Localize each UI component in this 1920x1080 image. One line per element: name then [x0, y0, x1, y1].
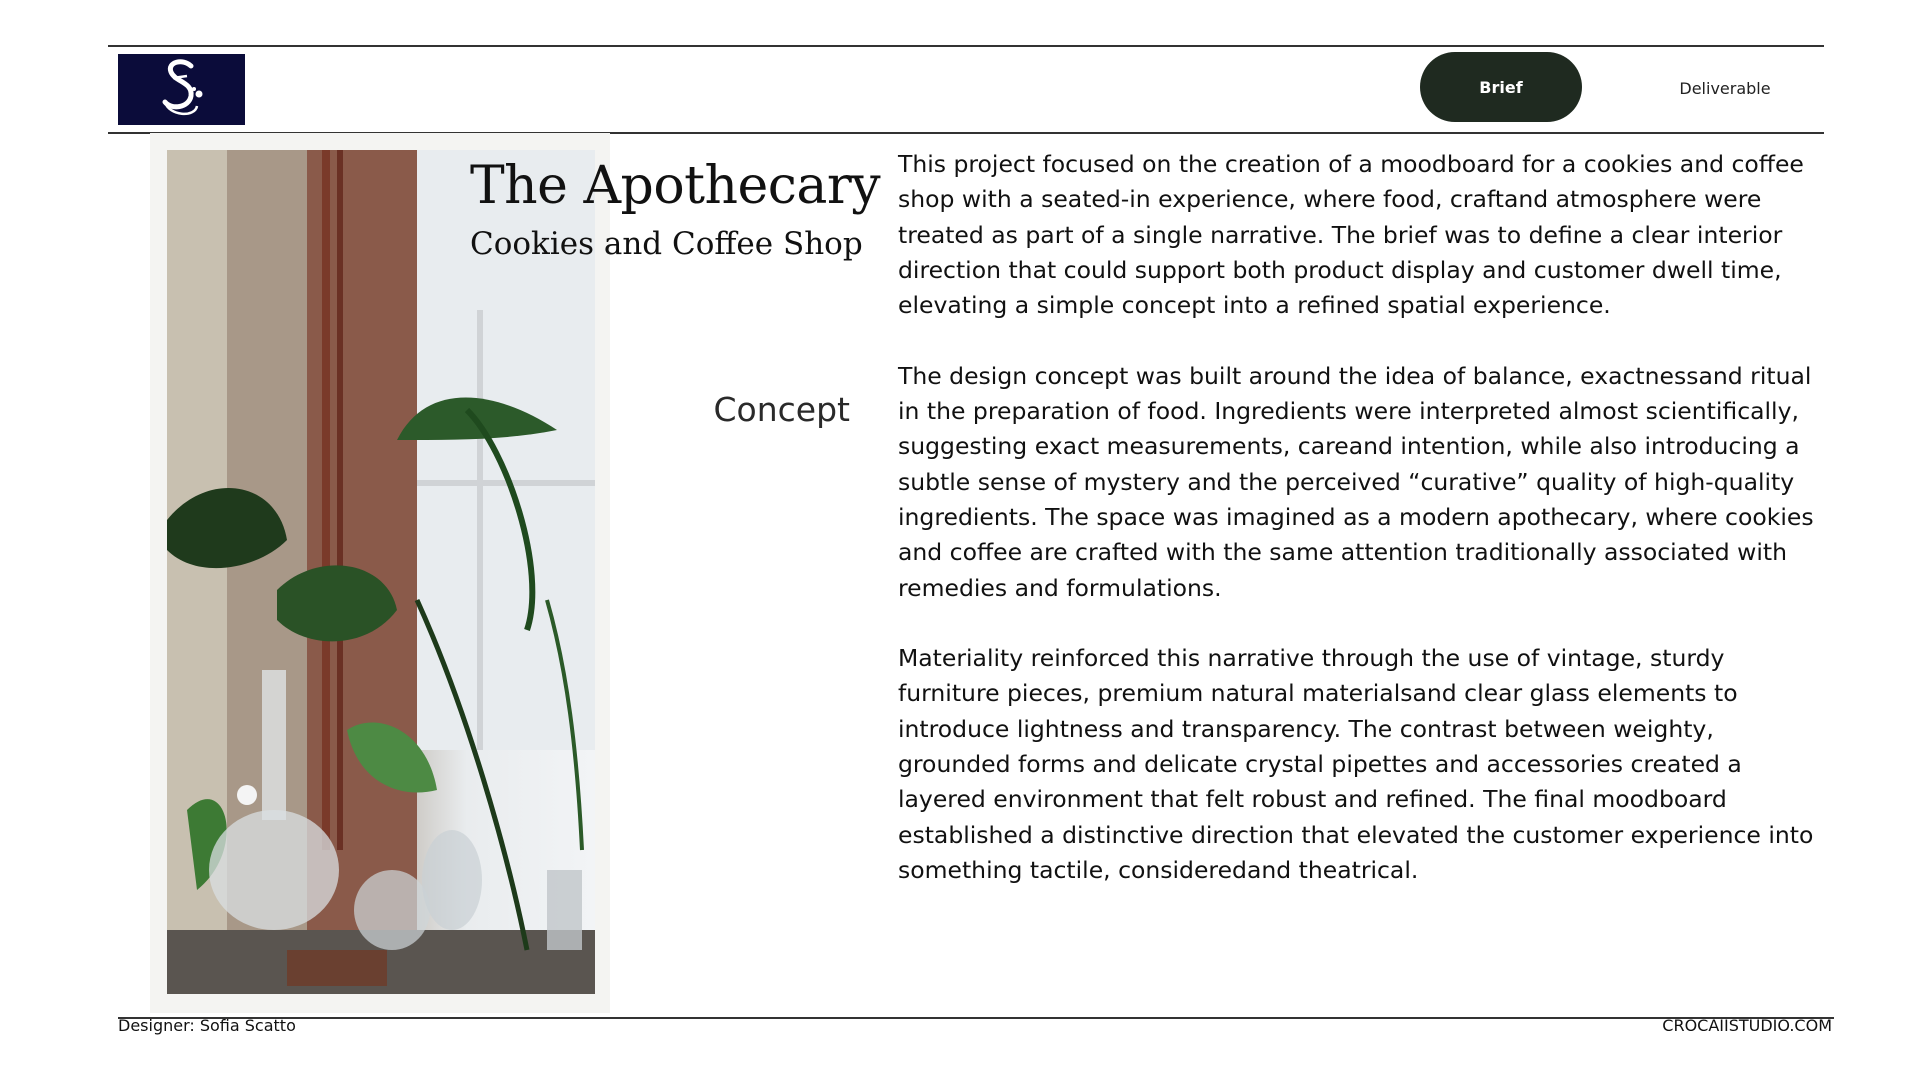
- page-subtitle: Cookies and Coffee Shop: [470, 226, 863, 262]
- title-card: [470, 150, 881, 310]
- project-description: [898, 147, 1818, 924]
- page-title: The Apothecary: [470, 156, 881, 216]
- nav-deliverable-label: Deliverable: [1679, 78, 1771, 98]
- concept-paragraph: The design concept was built around the idea of balance, exactnessand ritual in the preparation of food. Ingredients were interpreted almost scientifically, suggesting exact measurements, careand intention, while also introducing a subtle sense of mystery and the perceived “curative” quality of high-quality ingredients. The space was imagined as a modern apothecary, where cookies and coffee are crafted with the same attention traditionally associated with remedies and formulations.: [898, 361, 1814, 602]
- footer-divider: [118, 1017, 1834, 1019]
- header-top-divider: [108, 45, 1824, 47]
- brief-paragraph: This project focused on the creation of a moodboard for a cookies and coffee shop with a seated-in experience, where food, craftand atmosphere were treated as part of a single narrative. The brief was to define a clear interior direction that could support both product display and customer dwell time, elevating a simple concept into a refined spatial experience.: [898, 150, 1804, 320]
- nav-deliverable-button[interactable]: [1640, 74, 1810, 102]
- materiality-paragraph: Materiality reinforced this narrative through the use of vintage, sturdy furniture pieces, premium natural materialsand clear glass elements to introduce lightness and transparency. The contrast between weighty, grounded forms and delicate crystal pipettes and accessories created a layered environment that felt robust and refined. The final moodboard established a distinctive direction that elevated the customer experience into something tactile, consideredand theatrical.: [898, 644, 1814, 884]
- nav-brief-label: Brief: [1479, 77, 1523, 97]
- nav-brief-button[interactable]: [1420, 52, 1582, 122]
- brand-logo[interactable]: [118, 54, 245, 125]
- studio-link[interactable]: CROCAIISTUDIO.COM: [1662, 1016, 1832, 1035]
- section-label-concept: Concept: [713, 390, 850, 429]
- designer-credit: Designer: Sofia Scatto: [118, 1016, 296, 1035]
- monogram-s-logo-icon: [147, 56, 217, 124]
